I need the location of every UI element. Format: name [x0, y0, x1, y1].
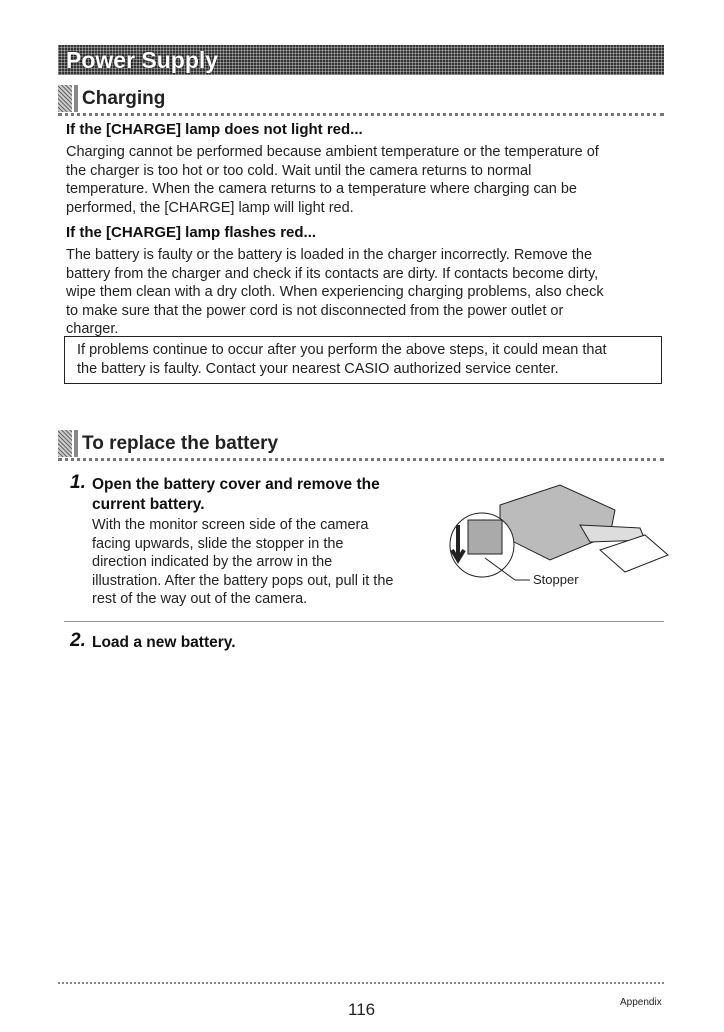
paragraph: Charging cannot be performed because ambient temperature or the temperature of the charger is too hot or too cold. Wait until the camera returns to normal temperature. When the camera returns to a temperature where charging can be performed, the [CHARGE] lamp will light red.	[66, 144, 599, 216]
camera-battery-illustration	[440, 480, 670, 615]
step-number: 2.	[70, 630, 86, 651]
subheading: If the [CHARGE] lamp does not light red...	[66, 121, 363, 138]
camera-body	[500, 485, 615, 560]
heading-marker-bar	[74, 430, 78, 457]
section-title: To replace the battery	[82, 433, 279, 454]
divider	[64, 621, 664, 622]
note-box: If problems continue to occur after you perform the above steps, it could mean that the battery is faulty. Contact your nearest CASIO authorized service center.	[64, 336, 662, 384]
subheading: If the [CHARGE] lamp flashes red...	[66, 224, 317, 241]
footer-divider	[58, 982, 664, 984]
heading-marker-bar	[74, 85, 78, 112]
step-title: Open the battery cover and remove the current battery.	[92, 476, 380, 513]
step-number: 1.	[70, 472, 86, 493]
stopper-label: Stopper	[533, 572, 579, 587]
footer-section: Appendix	[620, 997, 662, 1008]
step-text: With the monitor screen side of the camera facing upwards, slide the stopper in the direction indicated by the arrow in the illustration. After the battery pops out, pull it the rest of the way out of the camera.	[92, 517, 394, 607]
section-title: Charging	[82, 88, 166, 109]
step-title: Load a new battery.	[92, 634, 236, 651]
section-heading-charging	[58, 85, 664, 116]
section-heading-replace-battery	[58, 430, 664, 461]
page-number: 116	[348, 1000, 376, 1019]
heading-marker-icon	[58, 430, 72, 457]
heading-marker-icon	[58, 85, 72, 112]
page-title: Power Supply	[66, 47, 219, 73]
paragraph: The battery is faulty or the battery is loaded in the charger incorrectly. Remove the battery from the charger and check if its contacts are dirty. If contacts become dirty, wipe them clean with a dry cloth. When experiencing charging problems, also check to make sure that the power cord is not disconnected from the power outlet or charger.	[66, 247, 604, 337]
page-title-bar	[58, 45, 664, 75]
